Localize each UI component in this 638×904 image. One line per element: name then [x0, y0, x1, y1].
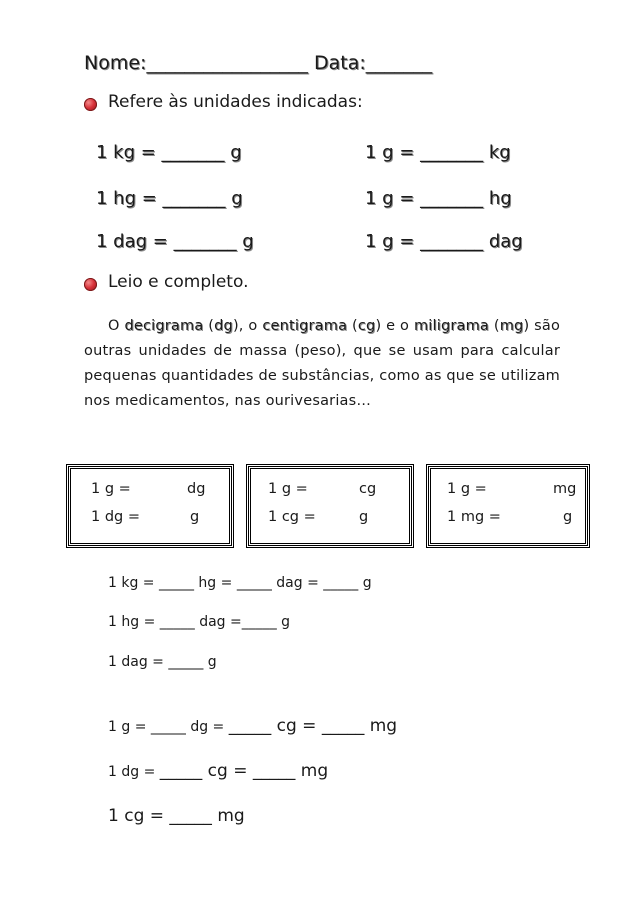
- name-date-line: [84, 52, 432, 74]
- box-unit: mg: [553, 481, 577, 497]
- exercise-4[interactable]: [108, 716, 397, 736]
- paragraph-text: (: [203, 318, 215, 334]
- exercise-4-start: 1 g = _____ dg =: [108, 719, 229, 735]
- box-unit: g: [563, 509, 573, 525]
- box-unit: cg: [359, 481, 377, 497]
- box-row-label: 1 g =: [268, 481, 308, 497]
- conversion-right-2[interactable]: 1 g = _______ hg: [365, 188, 512, 209]
- term-miligrama: miligrama: [413, 318, 490, 334]
- conversion-box-cg: [246, 464, 414, 548]
- paragraph-text: O: [108, 318, 125, 334]
- conversion-right-3[interactable]: 1 g = _______ dag: [365, 231, 523, 252]
- box-row-label: 1 g =: [91, 481, 131, 497]
- paragraph-text: ) são outras unidades de massa (peso), que se usam para calcular pequenas quantidades de substâncias, como as que se utilizam nos medicamentos, nas ourivesarias…: [84, 318, 561, 409]
- abbr-dg: dg: [214, 318, 233, 334]
- conversion-left-1[interactable]: 1 kg = _______ g: [96, 142, 242, 163]
- paragraph-text: (: [347, 318, 358, 334]
- conversion-right-1[interactable]: 1 g = _______ kg: [365, 142, 511, 163]
- box-unit: g: [359, 509, 369, 525]
- paragraph-text: (: [489, 318, 500, 334]
- conversion-box-dg: [66, 464, 234, 548]
- abbr-mg: mg: [499, 318, 524, 334]
- name-blank[interactable]: _________________: [146, 52, 308, 74]
- paragraph-text: ) e o: [375, 318, 414, 334]
- name-label: Nome:: [84, 52, 147, 74]
- box-unit: g: [190, 509, 200, 525]
- exercise-5-end: _____ cg = _____ mg: [159, 761, 329, 781]
- box-row-label: 1 cg =: [268, 509, 316, 525]
- exercise-1[interactable]: 1 kg = _____ hg = _____ dag = _____ g: [108, 575, 372, 591]
- bullet-icon: [84, 98, 97, 111]
- date-blank[interactable]: _______: [365, 52, 433, 74]
- box-row-label: 1 dg =: [91, 509, 141, 525]
- conversion-left-3[interactable]: 1 dag = _______ g: [96, 231, 254, 252]
- exercise-5[interactable]: [108, 761, 328, 781]
- box-row-label: 1 g =: [447, 481, 487, 497]
- conversion-box-mg: [426, 464, 590, 548]
- exercise-4-end: _____ cg = _____ mg: [228, 716, 398, 736]
- info-paragraph: [84, 314, 560, 414]
- term-decigrama: decigrama: [124, 318, 204, 334]
- date-label: Data:: [313, 52, 366, 74]
- bullet-icon: [84, 278, 97, 291]
- exercise-5-start: 1 dg =: [108, 764, 160, 780]
- box-unit: dg: [187, 481, 206, 497]
- box-row-label: 1 mg =: [447, 509, 501, 525]
- abbr-cg: cg: [357, 318, 376, 334]
- instruction-1: Refere às unidades indicadas:: [108, 92, 363, 112]
- instruction-2: Leio e completo.: [108, 272, 249, 292]
- term-centigrama: centigrama: [262, 318, 348, 334]
- paragraph-text: ), o: [232, 318, 263, 334]
- exercise-2[interactable]: 1 hg = _____ dag =_____ g: [108, 614, 291, 630]
- exercise-3[interactable]: 1 dag = _____ g: [108, 654, 217, 670]
- conversion-left-2[interactable]: 1 hg = _______ g: [96, 188, 243, 209]
- exercise-6[interactable]: 1 cg = _____ mg: [108, 806, 245, 826]
